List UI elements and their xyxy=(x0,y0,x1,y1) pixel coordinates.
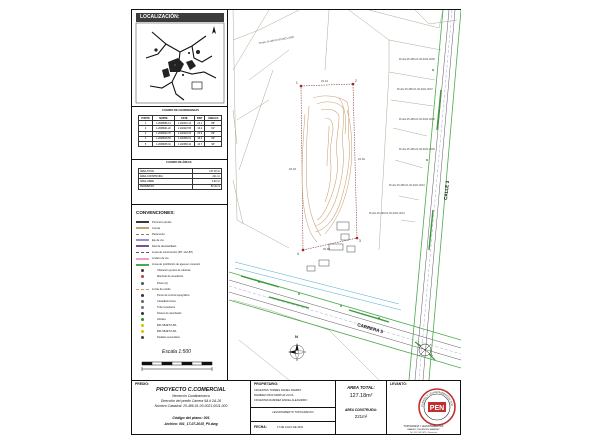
archivo: Archivo: 001_17-07-2015_P0.dwg xyxy=(164,422,218,426)
legend-title: CONVENCIONES: xyxy=(136,210,175,215)
direccion: Dirección del predio Carrera 5A # 2A-26 xyxy=(160,399,222,403)
legend-label: Tubo tenedores xyxy=(157,305,176,309)
legend-symbol-icon xyxy=(141,269,144,272)
numero-catastral: Número Catastral: 25-486-01-00-0021-0011-000 xyxy=(154,404,228,408)
legend-item xyxy=(136,312,182,316)
propietario-1: CIFUENTES TORRES DANIEL RAMIRO xyxy=(254,389,302,392)
table-cell: 1.102418.03 xyxy=(174,131,194,136)
legend-item xyxy=(136,251,193,255)
table-cell: 1.102396.61 xyxy=(174,136,194,141)
legend-symbol-icon xyxy=(141,312,144,315)
svg-text:Predio 25-486-01-00-0021-0010: Predio 25-486-01-00-0021-0010 xyxy=(389,184,425,187)
side-length-3: 20.90 xyxy=(323,247,330,251)
legend-item xyxy=(136,281,168,285)
table-cell: 22.1 xyxy=(194,121,204,126)
legend-label: BM-OBJETO-BA xyxy=(157,330,177,334)
table-cell: 1.2008918.50 xyxy=(153,136,175,141)
legend-symbol-icon xyxy=(136,234,149,235)
fecha-value: 17 DE JULIO DE 2015 xyxy=(277,426,304,429)
legend-label: Pedales secundario xyxy=(157,336,180,340)
legend-symbol-icon xyxy=(141,330,144,333)
scale-section xyxy=(132,348,228,380)
table-cell: 3 xyxy=(139,131,153,136)
table-cell: 1.2008941.22 xyxy=(153,126,175,131)
table-cell: 1.2008956.14 xyxy=(153,121,175,126)
table-cell: 89° xyxy=(205,131,222,136)
vertex-2: 2 xyxy=(355,79,357,83)
vertex-3: 3 xyxy=(359,239,361,243)
side-length-4: 18.20 xyxy=(289,167,296,171)
legend-symbol-icon xyxy=(136,221,149,223)
table-row xyxy=(139,141,222,146)
legend-symbol-icon xyxy=(136,264,149,266)
legend-item xyxy=(136,220,171,224)
table-cell: 92° xyxy=(205,136,222,141)
side-length-1: 22.10 xyxy=(321,79,328,83)
legend-symbol-icon xyxy=(141,318,144,321)
legend-item xyxy=(136,244,176,248)
table-cell: 1.2008920.78 xyxy=(153,131,175,136)
coordinates-title: CUADRO DE COORDENADAS xyxy=(162,109,200,112)
legend-item xyxy=(136,305,175,309)
table-cell: PERÍMETRO xyxy=(139,184,193,189)
table-cell: 88° xyxy=(205,121,222,126)
propietario-2: RAMIREZ CRUZ MARTHA LUCIA xyxy=(254,394,294,397)
legend-symbol-icon xyxy=(136,252,149,253)
company-logo xyxy=(417,387,457,427)
legend-item xyxy=(136,275,183,279)
firm-phone: Tel: 311 234 5678 - Nemocón xyxy=(409,432,438,434)
legend-label: Lindero de vía xyxy=(152,257,169,261)
levanto-label: LEVANTÓ: xyxy=(390,382,408,386)
svg-text:Predio 25-486-01-00-0021-0009: Predio 25-486-01-00-0021-0009 xyxy=(399,148,435,151)
firm-name: TOPOGRAFÍA Y LEVANTAMIENTOS xyxy=(403,425,444,428)
legend-label: Arboles xyxy=(157,318,166,322)
table-row xyxy=(139,184,222,189)
legend-label: Paramento xyxy=(152,232,165,236)
coordinates-header-cell: ÁNGULO xyxy=(205,116,222,121)
table-cell: ÁREA LIBRE xyxy=(139,179,193,184)
table-cell: 1.2008935.01 xyxy=(153,141,175,146)
area-total-label: AREA TOTAL: xyxy=(347,385,375,390)
legend-symbol-icon xyxy=(141,336,144,339)
table-cell: 127.18 m² xyxy=(193,169,222,174)
location-header: LOCALIZACIÓN: xyxy=(136,13,224,22)
table-cell: 1.102423.55 xyxy=(174,126,194,131)
legend-symbol-icon xyxy=(141,275,144,278)
firm-person: RAMIRO CIFUENTES RAMIREZ xyxy=(407,429,440,431)
legend-symbol-icon xyxy=(136,289,149,290)
side-length-2: 16.40 xyxy=(358,157,365,161)
legend-symbol-icon xyxy=(141,324,144,327)
svg-text:Predio 25-486-01-00-0021-0006: Predio 25-486-01-00-0021-0006 xyxy=(399,58,435,61)
table-cell: 52.40 ml xyxy=(193,184,222,189)
street-carrera-label: CARRERA 5 xyxy=(356,322,384,335)
table-cell: 20.9 xyxy=(194,131,204,136)
legend-symbol-icon xyxy=(136,227,149,229)
title-block xyxy=(132,380,460,435)
coordinates-table xyxy=(138,115,222,147)
street-calle-label: CALLE 3 xyxy=(443,180,450,201)
area-section xyxy=(132,160,228,205)
table-cell: 5 xyxy=(139,141,153,146)
logo-text: PEN xyxy=(429,405,445,412)
legend-item xyxy=(136,299,176,303)
legend-label: Límite de predio xyxy=(152,287,171,291)
table-cell: ÁREA CONSTRUIDA xyxy=(139,174,193,179)
legend-label: Perímetro predio xyxy=(152,220,172,224)
legend-item xyxy=(136,269,191,273)
table-cell: 0.00 m² xyxy=(193,179,222,184)
vertex-4: 4 xyxy=(297,252,299,256)
coordinates-section xyxy=(132,107,228,160)
coordinates-header-cell: NORTE xyxy=(153,116,175,121)
legend-label: Línea de prohibición de agua en conexión xyxy=(152,263,201,267)
legend-label: Postes de alumbrado xyxy=(157,312,182,315)
legend-label: Punto de control topográfico xyxy=(157,293,190,297)
table-cell: 2 xyxy=(139,126,153,131)
svg-text:Predio 25-486-01-00-0021-0012: Predio 25-486-01-00-0021-0012 xyxy=(369,212,405,215)
area-table xyxy=(138,168,222,190)
coordinates-header-cell: PUNTO xyxy=(139,116,153,121)
topographic-map xyxy=(229,10,461,380)
table-cell: 14.7 xyxy=(194,141,204,146)
vertex-1: 1 xyxy=(296,81,298,85)
svg-text:Predio 25-486-01-00-0021-0008: Predio 25-486-01-00-0021-0008 xyxy=(399,118,435,121)
coordinates-header-cell: ESTE xyxy=(174,116,194,121)
svg-text:Predio 25-486-01-00-0021-0005: Predio 25-486-01-00-0021-0005 xyxy=(258,35,295,45)
left-panel xyxy=(132,10,228,380)
legend-section xyxy=(132,206,228,346)
municipio: Nemocón Cundinamarca xyxy=(172,394,210,398)
legend-item xyxy=(136,324,176,328)
table-cell: 1 xyxy=(139,121,153,126)
codigo-plano: Código del plano: 001 xyxy=(172,416,210,420)
legend-item xyxy=(136,318,166,322)
north-label: N xyxy=(295,334,298,339)
plan-sheet xyxy=(131,9,461,435)
table-cell: 4 xyxy=(139,136,153,141)
legend-symbol-icon xyxy=(141,294,144,297)
legend-label: Poste (A) xyxy=(157,281,168,285)
legend-symbol-icon xyxy=(141,306,144,309)
legend-symbol-icon xyxy=(141,282,144,285)
area-table-title: CUADRO DE ÁREAS xyxy=(166,161,192,164)
legend-symbol-icon xyxy=(136,239,149,241)
legend-symbol-icon xyxy=(136,245,149,247)
legend-item xyxy=(136,287,171,291)
location-map xyxy=(132,22,228,106)
project-name: PROYECTO C.COMERCIAL xyxy=(156,387,226,393)
levanto-cell xyxy=(387,381,460,435)
area-total-value: 127.18m² xyxy=(349,393,373,399)
table-cell: ÁREA TOTAL xyxy=(139,169,193,174)
legend-item xyxy=(136,232,165,236)
legend-label: BM-OBJETO-BA xyxy=(157,324,177,328)
table-cell: 90° xyxy=(205,141,222,146)
fecha-label: FECHA: xyxy=(254,425,267,429)
svg-text:Predio 25-486-01-00-0021-0007: Predio 25-486-01-00-0021-0007 xyxy=(397,88,433,91)
predio-label: PREDIO: xyxy=(135,382,150,386)
area-construida-label: AREA CONSTRUIDA: xyxy=(344,408,378,412)
legend-item xyxy=(136,263,200,267)
propietario-cell xyxy=(251,381,336,435)
legend-item xyxy=(136,226,160,230)
area-construida-value: 221m² xyxy=(354,414,368,419)
propietario-3: CIFUENTES RAMIREZ DANIEL ALEJANDRO xyxy=(254,399,308,402)
legend-label: Curvas xyxy=(152,226,161,230)
legend-label: Manhole de acueducto xyxy=(157,275,184,279)
legend-label: Red de alcantarillado xyxy=(152,244,177,248)
legend-label: Ubicación puntos de tuberías xyxy=(157,269,191,273)
scale-bar xyxy=(140,358,220,376)
legend-symbol-icon xyxy=(141,300,144,303)
scale-label: Escala 1:500 xyxy=(162,349,191,355)
legend-item xyxy=(136,257,168,261)
table-cell: 221 m² xyxy=(193,174,222,179)
table-cell: 91° xyxy=(205,126,222,131)
predio-cell xyxy=(132,381,251,435)
legend-symbol-icon xyxy=(136,258,149,260)
areas-cell xyxy=(336,381,387,435)
location-section xyxy=(132,10,228,107)
legend-item xyxy=(136,238,164,242)
legend-label: Eje de vía xyxy=(152,238,164,242)
legend-item xyxy=(136,293,189,297)
table-cell: 16.4 xyxy=(194,126,204,131)
table-cell: 18.2 xyxy=(194,136,204,141)
legend-item xyxy=(136,336,180,340)
legend-item xyxy=(136,330,176,334)
propietario-label: PROPIETARIO: xyxy=(254,382,279,386)
table-cell: 1.102401.14 xyxy=(174,121,194,126)
contenido: LEVANTAMIENTO TOPOGRÁFICO xyxy=(272,411,314,414)
legend-label: Línea de construcción (BT. 1AA B7) xyxy=(152,251,193,254)
coordinates-header-cell: DIST xyxy=(194,116,204,121)
table-cell: 1.102389.44 xyxy=(174,141,194,146)
legend-label: Casa/Estructura xyxy=(157,299,176,303)
logo-ring-text: PLANOS Y LEVANTAMIENTOS TOP xyxy=(420,390,453,408)
